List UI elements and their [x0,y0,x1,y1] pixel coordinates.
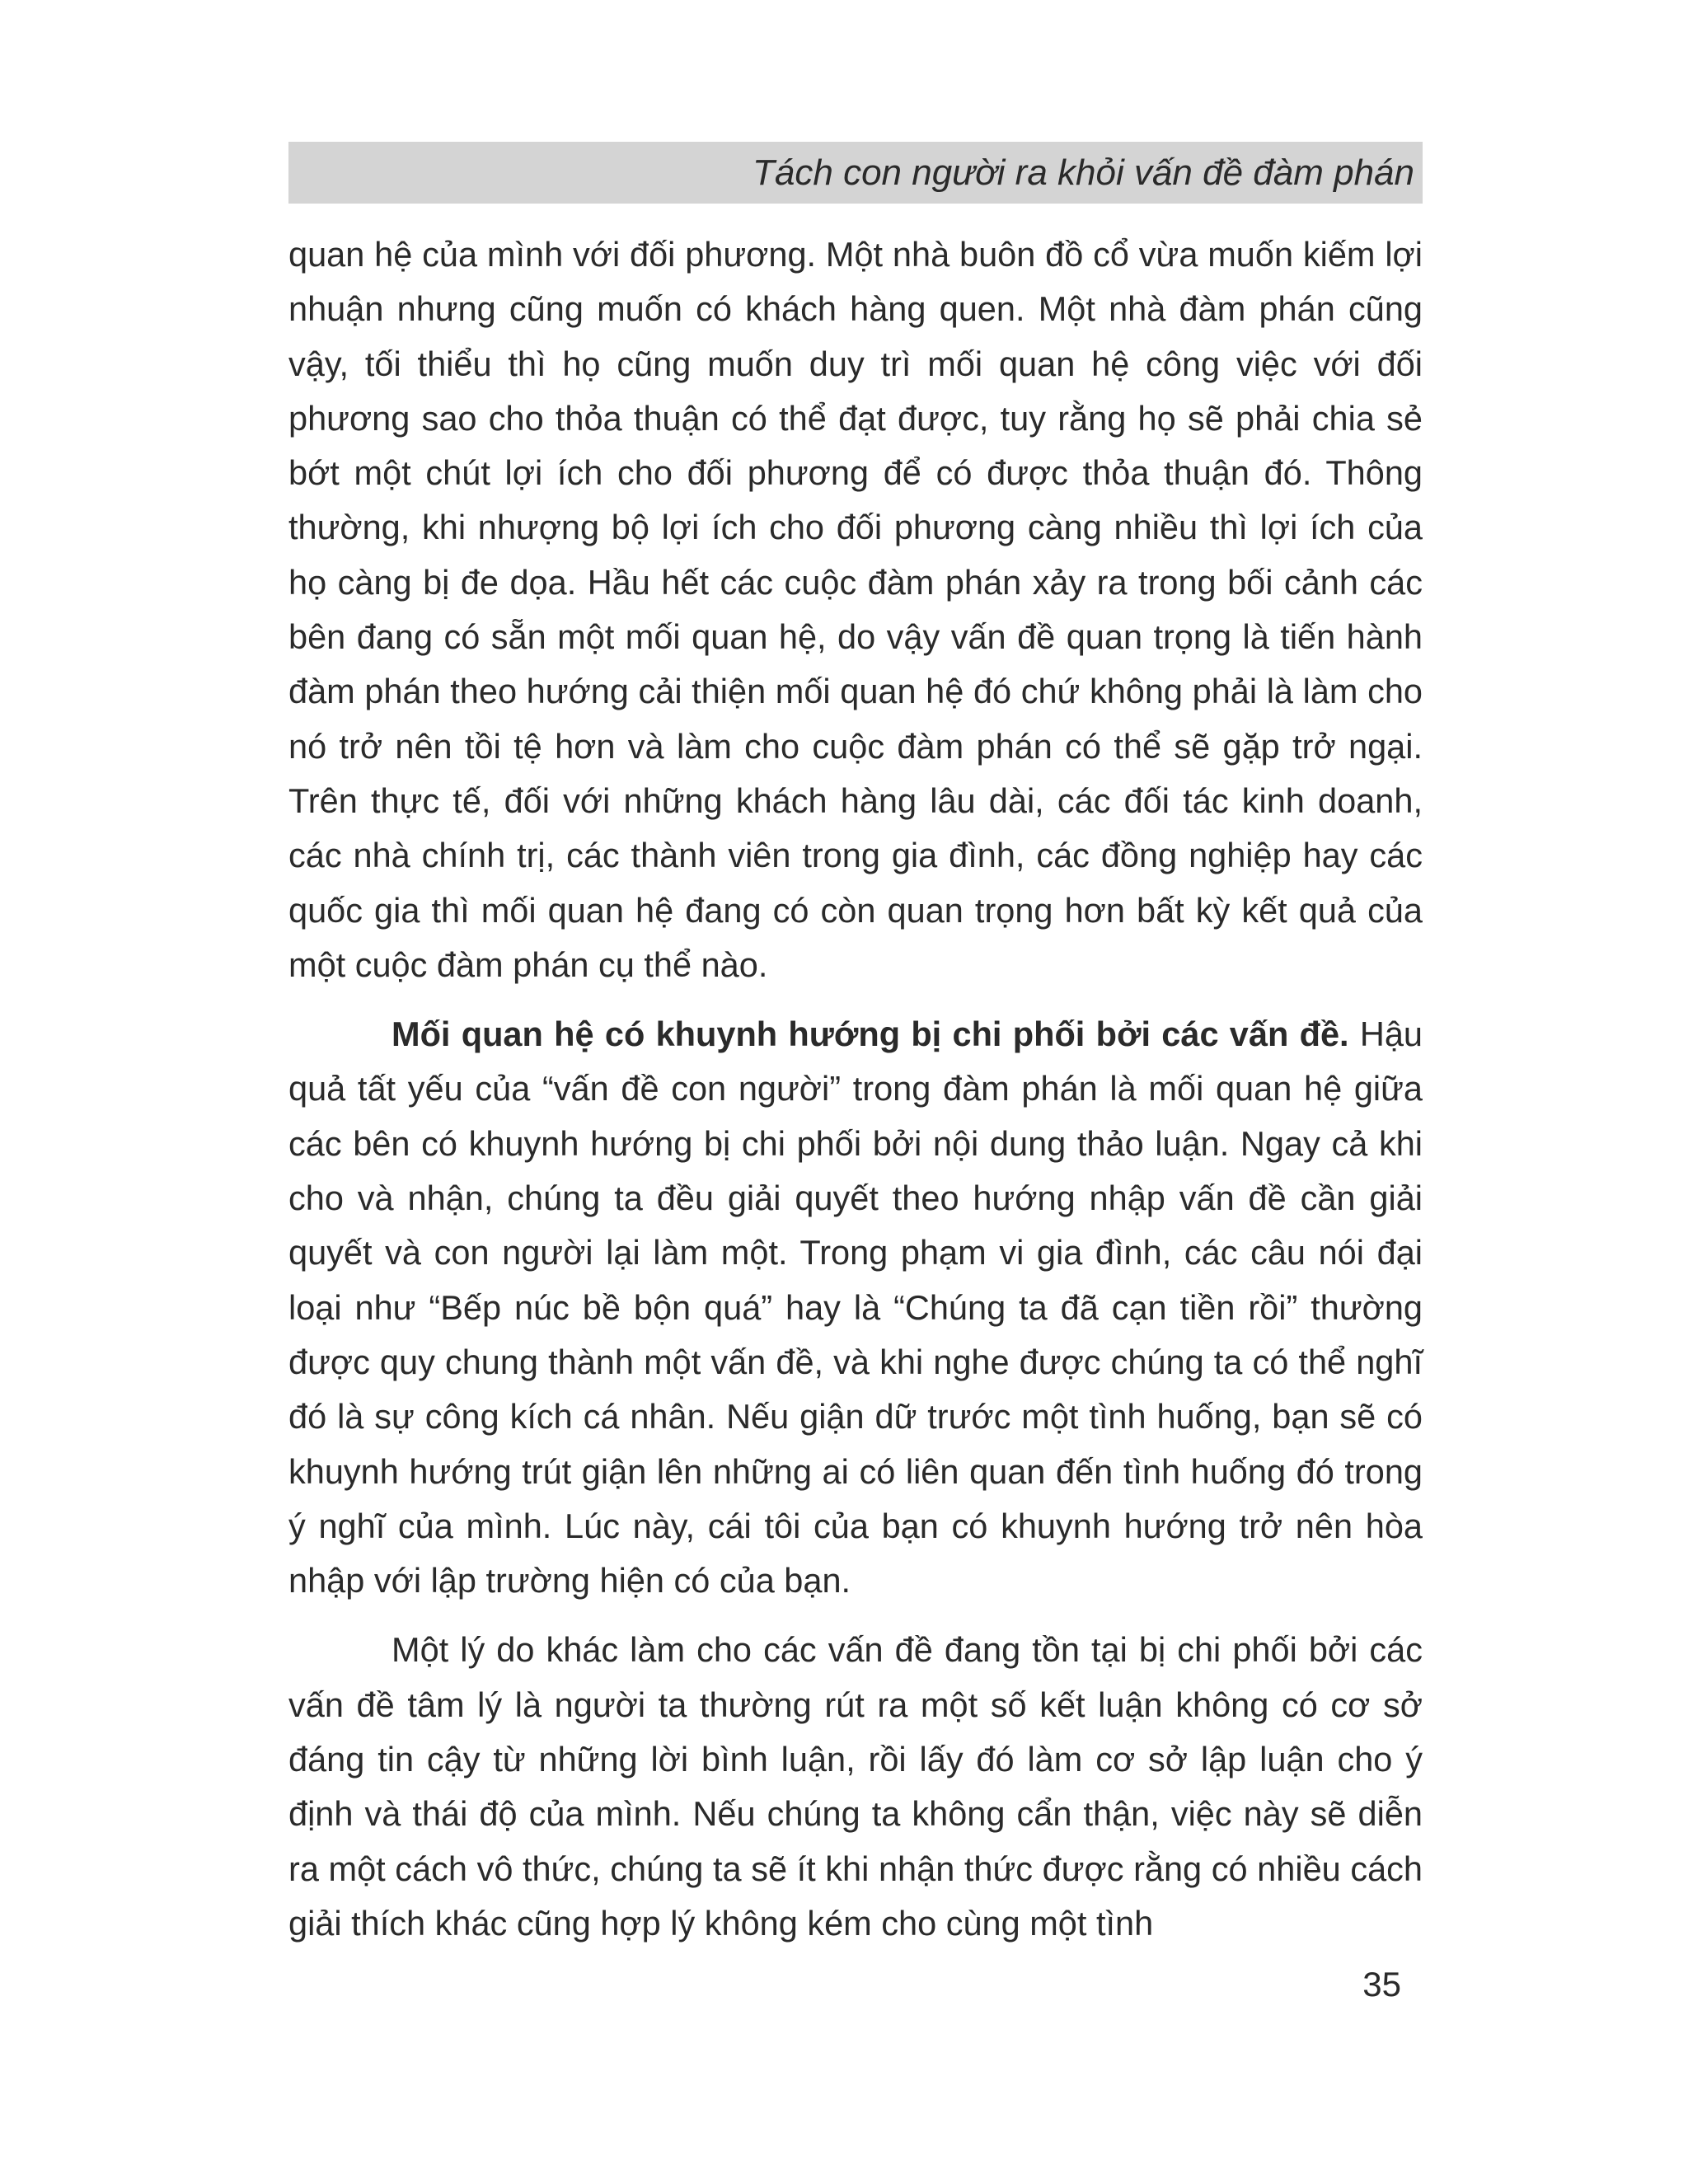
paragraph-2-lead: Mối quan hệ có khuynh hướng bị chi phối bởi các vấn đề. [392,1015,1349,1054]
page-body [288,227,1423,1951]
paragraph-2-body: Hậu quả tất yếu của “vấn đề con người” trong đàm phán là mối quan hệ giữa các bên có khuynh hướng bị chi phối bởi nội dung thảo luận. Ngay cả khi cho và nhận, chúng ta đều giải quyết theo hướng nhập vấn đề cần giải quyết và con người lại làm một. Trong phạm vi gia đình, các câu nói đại loại như “Bếp núc bề bộn quá” hay là “Chúng ta đã cạn tiền rồi” thường được quy chung thành một vấn đề, và khi nghe được chúng ta có thể nghĩ đó là sự công kích cá nhân. Nếu giận dữ trước một tình huống, bạn sẽ có khuynh hướng trút giận lên những ai có liên quan đến tình huống đó trong ý nghĩ của mình. Lúc này, cái tôi của bạn có khuynh hướng trở nên hòa nhập với lập trường hiện có của bạn. [288,1015,1423,1601]
page-number: 35 [1362,1965,1401,2004]
paragraph-1: quan hệ của mình với đối phương. Một nhà buôn đồ cổ vừa muốn kiếm lợi nhuận nhưng cũng muốn có khách hàng quen. Một nhà đàm phán cũng vậy, tối thiểu thì họ cũng muốn duy trì mối quan hệ công việc với đối phương sao cho thỏa thuận có thể đạt được, tuy rằng họ sẽ phải chia sẻ bớt một chút lợi ích cho đối phương để có được thỏa thuận đó. Thông thường, khi nhượng bộ lợi ích cho đối phương càng nhiều thì lợi ích của họ càng bị đe dọa. Hầu hết các cuộc đàm phán xảy ra trong bối cảnh các bên đang có sẵn một mối quan hệ, do vậy vấn đề quan trọng là tiến hành đàm phán theo hướng cải thiện mối quan hệ đó chứ không phải là làm cho nó trở nên tồi tệ hơn và làm cho cuộc đàm phán có thể sẽ gặp trở ngại. Trên thực tế, đối với những khách hàng lâu dài, các đối tác kinh doanh, các nhà chính trị, các thành viên trong gia đình, các đồng nghiệp hay các quốc gia thì mối quan hệ đang có còn quan trọng hơn bất kỳ kết quả của một cuộc đàm phán cụ thể nào. [288,235,1423,984]
paragraph-3: Một lý do khác làm cho các vấn đề đang tồn tại bị chi phối bởi các vấn đề tâm lý là người ta thường rút ra một số kết luận không có cơ sở đáng tin cậy từ những lời bình luận, rồi lấy đó làm cơ sở lập luận cho ý định và thái độ của mình. Nếu chúng ta không cẩn thận, việc này sẽ diễn ra một cách vô thức, chúng ta sẽ ít khi nhận thức được rằng có nhiều cách giải thích khác cũng hợp lý không kém cho cùng một tình [288,1630,1423,1943]
paragraph-2 [288,1007,1423,1608]
running-header-title: Tách con người ra khỏi vấn đề đàm phán [753,152,1414,193]
running-header [288,142,1423,204]
